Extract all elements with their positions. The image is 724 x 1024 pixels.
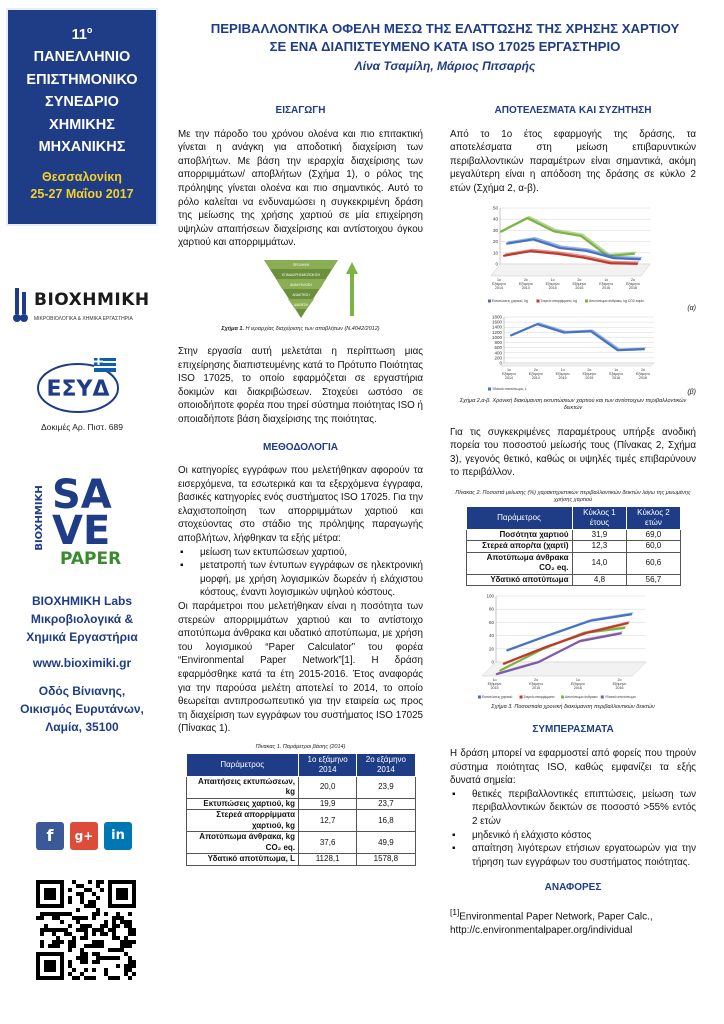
y-tick-label: 60 <box>488 620 494 626</box>
legend-label: Υδατικό αποτύπωμα <box>604 695 636 700</box>
bioximiki-logo <box>12 286 158 326</box>
fig2b-label: (β) <box>687 388 696 396</box>
intro-paragraph: Με την πάροδο του χρόνου ολοένα και πιο επιτακτική γίνεται η ανάγκη για αποδοτική διαχείριση των αποβλήτων. Με βάση την ιεραρχία διαχείρισης των απορριμμάτων/ αποβλήτων (Σχήμα 1), ο ρόλος της πρόληψης γίνεται ολοένα και πιο σημαντικός. Αυτό το ρόλο καλείται να ενδυναμώσει η συγκεκριμένη δράση της μείωσης της χρήσης χαρτιού σε μία επιχείρηση υψηλών απαιτήσεων διαχείρισης και αντίστοιχου όγκου χαρτιού και απορριμμάτων. <box>178 128 423 249</box>
authors: Λίνα Τσαμίλη, Μάριος Πιτσαρής <box>354 59 536 73</box>
table-1-caption: Πίνακας 1. Παράμετροι βάσης (2014) <box>255 743 346 750</box>
row-label: Εκτυπώσεις χαρτιού, kg <box>186 798 299 810</box>
legend-swatch <box>488 299 491 302</box>
series-line <box>501 218 635 256</box>
y-tick-label: 800 <box>494 339 502 345</box>
table-header: Παράμετρος <box>186 753 299 776</box>
svg-text:ΑΝΑΚΥΚΛΩΣΗ: ΑΝΑΚΥΚΛΩΣΗ <box>290 282 312 287</box>
data-point <box>590 330 591 331</box>
results-paragraph: Από το 1ο έτος εφαρμογής της δράσης, τα αποτελέσματα στη μείωση επιβαρυντικών περιβαλλοντικών παραμέτρων είναι σημαντικά, ακόμη μεγαλύτερη είναι η απόδοση της δράσης σε κύκλο 2 ετών (Σχήμα 2, α-β). <box>450 128 696 194</box>
y-tick-label: 1400 <box>491 324 502 330</box>
data-point <box>554 230 555 231</box>
y-tick-label: 80 <box>488 607 494 613</box>
references-heading: ΑΝΑΦΟΡΕΣ <box>544 882 602 894</box>
right-column <box>450 104 696 938</box>
figure-2b <box>450 314 696 396</box>
cell-value: 19,9 <box>299 798 357 810</box>
legend-label: Εκτυπώσεις χαρτιού, kg <box>492 298 528 303</box>
legend-swatch <box>601 696 604 699</box>
y-tick-label: 600 <box>494 344 502 350</box>
data-point <box>557 253 558 254</box>
facebook-icon[interactable]: f <box>36 822 64 850</box>
data-point <box>506 243 507 244</box>
fig2a-chart <box>484 204 674 308</box>
row-label: Υδατικό αποτύπωμα <box>466 574 572 586</box>
y-tick-label: 1000 <box>491 334 502 340</box>
legend-label: Στερεά απορρίμματα <box>523 695 555 700</box>
row-label: Απαιτήσεις εκτυπώσεων, kg <box>186 776 299 798</box>
save-paper-logo <box>30 470 138 568</box>
x-tick-label: 1ο Εξάμηνο 2015 <box>555 367 570 380</box>
data-point <box>548 635 549 636</box>
x-tick-label: 2ο Εξάμηνο 2015 <box>572 277 587 290</box>
chart-floor <box>501 363 654 366</box>
data-point <box>644 348 645 349</box>
data-point <box>500 231 501 232</box>
data-point <box>586 250 587 251</box>
website-link[interactable]: www.bioximiki.gr <box>32 656 132 670</box>
conference-title: $11^o$ ΠΑΝΕΛΛΗΝΙΟ ΕΠΙΣΤΗΜΟΝΙΚΟ ΣΥΝΕΔΡΙΟ ΧΗΜΙΚΗΣ ΜΗΧΑΝΙΚΗΣ <box>26 25 138 156</box>
y-tick-label: 30 <box>492 227 498 233</box>
address: Οδός Βίνιανης, Οικισμός Ευρυτάνων, Λαμία, 35100 <box>20 684 144 734</box>
conclusions-heading: ΣΥΜΠΕΡΑΣΜΑΤΑ <box>532 724 614 736</box>
lab-info: BIOXHMIKH Labs Μικροβιολογικά & Χημικά Εργαστήρια www.bioximiki.gr Οδός Βίνιανης, Οικισμός Ευρυτάνων, Λαμία, 35100 <box>6 592 158 736</box>
table-row <box>186 854 415 866</box>
x-tick-label: 1ο Εξάμηνο 2014 <box>492 277 506 290</box>
legend-label: Στερεά απορρίμματα, kg <box>540 298 577 303</box>
table-header: Παράμετρος <box>466 506 572 529</box>
chart-floor <box>491 264 650 276</box>
legend-swatch <box>585 299 588 302</box>
table-row <box>466 574 680 586</box>
flask-icon <box>12 286 30 324</box>
cell-value: 37,6 <box>299 832 357 854</box>
table-header: 1ο εξάμηνο 2014 <box>299 753 357 776</box>
svg-text:ΠΡΟΛΗΨΗ: ΠΡΟΛΗΨΗ <box>292 262 310 267</box>
cell-value: 12,3 <box>572 541 627 553</box>
list-item: ▪ μετατροπή των έντυπων εγγράφων σε ηλεκτρονική μορφή, με χρήση λογισμικών δωρεάν ή ελάχιστου κόστους, έναντι λογισμικών υψηλού κόστους. <box>178 559 423 600</box>
x-tick-label: 2ο Εξάμηνο 2016 <box>626 277 640 290</box>
figure-3 <box>450 592 696 704</box>
social-links <box>36 822 136 852</box>
data-point <box>527 217 528 218</box>
table-row <box>186 832 415 854</box>
cell-value: 31,9 <box>572 529 627 541</box>
data-point <box>560 247 561 248</box>
cell-value: 1578,8 <box>357 854 415 866</box>
x-tick-label: 2ο Εξάμηνο 2016 <box>636 367 650 380</box>
intro-heading: ΕΙΣΑΓΩΓΗ <box>275 105 326 116</box>
data-point <box>503 664 504 665</box>
legend-swatch <box>537 299 540 302</box>
y-tick-label: 0 <box>499 360 502 366</box>
cell-value: 23,9 <box>357 776 415 798</box>
qr-code <box>36 880 136 980</box>
results-paragraph-2: Για τις συγκεκριμένες παραμέτρους υπήρξε ανοδική πορεία του ποσοστού μείωσής τους (Πίνακας 2, Σχήμα 3), γεγονός θετικό, καθώς οι υψηλές τιμές επιβαρύνουν το περιβάλλον. <box>450 426 696 479</box>
list-item: ▪ μείωση των εκτυπώσεων χαρτιού, <box>178 546 423 560</box>
x-tick-label: 2ο Εξάμηνο 2015 <box>582 367 597 380</box>
y-tick-label: 0 <box>495 261 498 267</box>
data-point <box>533 238 534 239</box>
intro-paragraph-2: Στην εργασία αυτή μελετάται η περίπτωση μιας επιχείρησης διαπιστευμένης κατά το Πρότυπο Ποιότητας ISO 17025, το οποίο εφαρμόζεται σε εργαστήρια δοκιμών και διακριβώσεων. Στοχεύει ωστόσο σε οποιοδήποτε φορέα που τηρεί σύστημα ποιότητας ISO ή οποιαδήποτε βάση διαχείρισης της ποιότητας. <box>178 345 423 425</box>
row-label: Στερεά απορρίμματα χαρτιού, kg <box>186 810 299 832</box>
y-tick-label: 400 <box>494 349 502 355</box>
table-header: Κύκλος 2 ετών <box>627 506 680 529</box>
cell-value: 16,8 <box>357 810 415 832</box>
data-point <box>628 623 629 624</box>
cell-value: 12,7 <box>299 810 357 832</box>
data-point <box>564 332 565 333</box>
data-point <box>506 650 507 651</box>
figure-2a <box>450 204 696 312</box>
y-tick-label: 10 <box>492 249 498 255</box>
svg-text:SA: SA <box>52 472 112 518</box>
table-header: Κύκλος 1 έτους <box>572 506 627 529</box>
method-heading: ΜΕΘΟΔΟΛΟΓΙΑ <box>263 441 338 453</box>
row-label: Αποτύπωμα άνθρακα CO₂ eq. <box>466 552 572 574</box>
data-point <box>537 662 538 663</box>
conference-banner <box>6 8 158 226</box>
fig2a-label: (α) <box>687 304 696 312</box>
table-2 <box>466 506 681 587</box>
legend-swatch <box>488 387 491 390</box>
data-point <box>637 263 638 264</box>
y-tick-label: 200 <box>494 354 502 360</box>
data-point <box>583 257 584 258</box>
cell-value: 23,7 <box>357 798 415 810</box>
x-tick-label: 2ο Εξάμηνο 2014 <box>528 367 543 380</box>
series-line <box>511 324 645 350</box>
y-tick-label: 1200 <box>491 329 502 335</box>
sidebar <box>0 0 165 1024</box>
x-tick-label: 2ο Εξάμηνο 2014 <box>518 277 533 290</box>
figure-3-caption: Σχήμα 3. Ποσοστιαία χρονική διακύμανση περιβαλλοντικών δεικτών <box>491 704 655 711</box>
data-point <box>610 262 611 263</box>
svg-text:BIOXHMIKH: BIOXHMIKH <box>34 485 45 551</box>
table-row <box>466 529 680 541</box>
list-item: ▪ θετικές περιβαλλοντικές επιπτώσεις, μείωση των περιβαλλοντικών δεικτών σε ποσοστό >55% εντός 2 ετών <box>450 788 696 829</box>
cell-value: 4,8 <box>572 574 627 586</box>
data-point <box>640 258 641 259</box>
left-column <box>178 104 423 866</box>
cell-value: 49,9 <box>357 832 415 854</box>
data-point <box>586 633 587 634</box>
data-point <box>537 323 538 324</box>
method-paragraph-2: Οι παράμετροι που μελετήθηκαν είναι η ποσότητα των στερεών απορριμμάτων χαρτιού και το αντίστοιχο αποτύπωμα άνθρακα και υδατικό αποτύπωμα, με χρήση του λογισμικού “Paper Calculator” του φορέα “Environmental Paper Network”[1]. Η δράση εφαρμόσθηκε κατά τα έτη 2015-2016. Έτος αναφοράς για την παρούσα μελέτη αποτελεί το 2014, το οποίο θεωρείται αντιπροσωπευτικό για την εταιρεία ως προς τη διαχείριση των εγγράφων του συστήματος ISO 17025 (Πίνακας 1). <box>178 601 423 735</box>
data-point <box>530 250 531 251</box>
chart-floor <box>482 659 646 676</box>
legend-label: Αποτύπωμα άνθρακα <box>565 695 598 700</box>
fig3-chart <box>474 592 674 702</box>
cell-value: 14,0 <box>572 552 627 574</box>
y-tick-label: 50 <box>492 205 498 211</box>
y-tick-label: 40 <box>488 633 494 639</box>
y-tick-label: 20 <box>492 238 498 244</box>
legend-label: Αποτύπωμα άνθρακα, kg CO2 equiv. <box>589 298 645 303</box>
table-row <box>466 552 680 574</box>
list-item: ▪ μηδενικό ή ελάχιστο κόστος <box>450 829 696 843</box>
y-tick-label: 20 <box>488 646 494 652</box>
row-label: Στερεά απορ/τα (χαρτί) <box>466 541 572 553</box>
logo-word: BIOXHMIKH <box>34 290 150 310</box>
data-point <box>503 255 504 256</box>
x-tick-label: 1ο Εξάμηνο 2015 <box>545 277 560 290</box>
method-bullets <box>178 546 423 600</box>
data-point <box>613 257 614 258</box>
y-tick-label: 100 <box>486 593 494 599</box>
data-point <box>624 628 625 629</box>
table-row <box>186 776 415 798</box>
legend-swatch <box>520 696 523 699</box>
conclusions-bullets <box>450 788 696 870</box>
y-tick-label: 1600 <box>491 319 502 325</box>
row-label: Ποσότητα χαρτιού <box>466 529 572 541</box>
svg-text:ΕΣΥΔ: ΕΣΥΔ <box>46 377 110 402</box>
data-point <box>634 253 635 254</box>
data-point <box>617 349 618 350</box>
data-point <box>544 647 545 648</box>
waste-hierarchy-pyramid <box>262 258 372 320</box>
figure-1 <box>178 258 423 320</box>
data-point <box>631 614 632 615</box>
conference-place-date: Θεσσαλονίκη 25-27 Μαΐου 2017 <box>30 169 134 201</box>
row-label: Αποτύπωμα άνθρακα, kg CO₂ eq. <box>186 832 299 854</box>
table-row <box>186 810 415 832</box>
data-point <box>510 335 511 336</box>
data-point <box>580 235 581 236</box>
figure-1-caption: Σχήμα 1. Η ιεραρχίας διαχείρισης των αποβλήτων (Ν.4042/2012) <box>221 325 380 332</box>
x-tick-label: 2ο Εξάμηνο 2015 <box>529 678 544 691</box>
data-point <box>579 641 580 642</box>
x-tick-label: 1ο Εξάμηνο 2014 <box>502 367 516 380</box>
svg-text:PAPER: PAPER <box>60 549 122 568</box>
table-2-caption: Πίνακας 2. Ποσοστά μείωσης (%) χαρακτηριστικών περιβαλλοντικών δεικτών λόγω της μειωμένης χρήσης χαρτιού <box>455 489 691 503</box>
data-point <box>496 674 497 675</box>
google-plus-icon[interactable]: g+ <box>70 822 98 850</box>
y-tick-label: 0 <box>491 659 494 665</box>
y-tick-label: 1800 <box>491 314 502 320</box>
table-row <box>466 541 680 553</box>
reference-item: [1]Environmental Paper Network, Paper Calc., http://c.environmentalpaper.org/individual <box>450 906 653 937</box>
accreditation-caption: Δοκιμές Αρ. Πιστ. 689 <box>41 422 123 432</box>
cell-value: 1128,1 <box>299 854 357 866</box>
table-row <box>186 798 415 810</box>
table-1 <box>186 753 416 866</box>
figure-2-caption: Σχήμα 2,α-β. Χρονική διακύμανση εκτυπώσεων χαρτιού και των αντίστοιχων περιβαλλοντικών δεικτών <box>459 397 687 411</box>
cell-value: 60,6 <box>627 552 680 574</box>
cell-value: 56,7 <box>627 574 680 586</box>
method-paragraph: Οι κατηγορίες εγγράφων που μελετήθηκαν αφορούν τα εισερχόμενα, τα εσωτερικά και τα εξερχόμενα έγγραφα, βασικές κατηγορίες ενός συστήματος ISO 17025. Για την ελαχιστοποίηση των απορριμμάτων χαρτιού και στοχεύοντας στο στάδιο της πρόληψης παραγωγής αποβλήτων, λήφθηκαν τα εξής μέτρα: <box>178 465 423 545</box>
svg-text:ΔΙΑΘΕΣΗ: ΔΙΑΘΕΣΗ <box>294 302 308 307</box>
y-tick-label: 40 <box>492 216 498 222</box>
logo-subtitle: ΜΙΚΡΟΒΙΟΛΟΓΙΚΑ & ΧΗΜΙΚΑ ΕΡΓΑΣΤΗΡΙΑ <box>34 316 133 322</box>
data-point <box>499 671 500 672</box>
svg-text:ΑΝΑΚΤΗΣΗ: ΑΝΑΚΤΗΣΗ <box>292 292 310 297</box>
poster-header <box>170 20 720 73</box>
cell-value: 60,0 <box>627 541 680 553</box>
x-tick-label: 1ο Εξάμηνο 2016 <box>599 277 614 290</box>
svg-text:VE: VE <box>52 508 111 554</box>
series-line <box>507 615 632 651</box>
fig2b-chart <box>484 314 674 394</box>
cell-value: 69,0 <box>627 529 680 541</box>
row-label: Υδατικό αποτύπωμα, L <box>186 854 299 866</box>
cell-value: 20,0 <box>299 776 357 798</box>
conclusions-paragraph: Η δράση μπορεί να εφαρμοστεί από φορείς που τηρούν σύστημα ποιότητας ISO, καθώς εμφανίζει τα εξής δυνατά σημεία: <box>450 748 696 787</box>
svg-text:ΕΠΑΝΑΧΡΗΣΙΜΟΠΟΙΗΣΗ: ΕΠΑΝΑΧΡΗΣΙΜΟΠΟΙΗΣΗ <box>282 272 320 277</box>
data-point <box>621 633 622 634</box>
x-tick-label: 1ο Εξάμηνο 2015 <box>487 678 502 691</box>
list-item: ▪ απαίτηση λιγότερων ετήσιων εργατοωρών για την τήρηση των εγγράφων του συστήματος ποιότητας. <box>450 842 696 869</box>
results-heading: ΑΠΟΤΕΛΕΣΜΑΤΑ ΚΑΙ ΣΥΖΗΤΗΣΗ <box>494 105 652 116</box>
legend-swatch <box>561 696 564 699</box>
legend-label: Εκτυπώσεις χαρτιού <box>482 695 513 700</box>
legend-swatch <box>478 696 481 699</box>
table-header: 2ο εξάμηνο 2014 <box>357 753 415 776</box>
data-point <box>589 621 590 622</box>
linkedin-icon[interactable]: in <box>104 822 132 850</box>
x-tick-label: 1ο Εξάμηνο 2016 <box>609 367 624 380</box>
esyd-logo <box>34 356 122 416</box>
x-tick-label: 2ο Εξάμηνο 2016 <box>612 678 627 691</box>
legend-label: Υδατικό αποτύπωμα, L <box>492 386 527 391</box>
x-tick-label: 1ο Εξάμηνο 2016 <box>570 678 585 691</box>
poster-title: ΠΕΡΙΒΑΛΛΟΝΤΙΚΑ ΟΦΕΛΗ ΜΕΣΩ ΤΗΣ ΕΛΑΤΤΩΣΗΣ ΤΗΣ ΧΡΗΣΗΣ ΧΑΡΤΙΟΥ ΣΕ ΕΝΑ ΔΙΑΠΙΣΤΕΥΜΕΝΟ ΚΑΤΑ ISO 17025 ΕΡΓΑΣΤΗΡΙΟ <box>210 21 680 54</box>
